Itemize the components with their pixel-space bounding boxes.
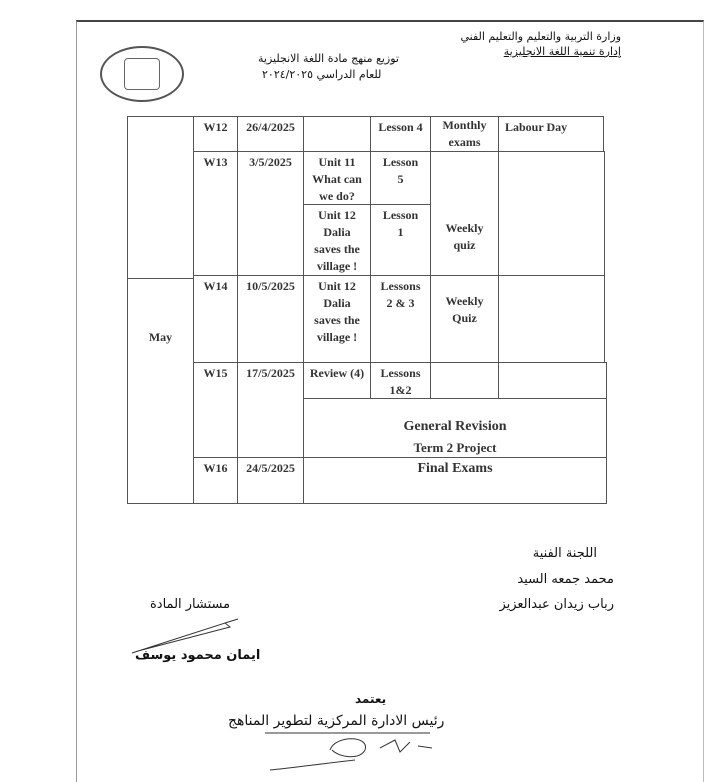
- committee-title: اللجنة الفنية: [532, 546, 597, 561]
- general-revision-cell: [303, 398, 607, 458]
- committee-member-1: محمد جمعه السيد: [517, 572, 614, 587]
- notes-cell: Labour Day: [498, 116, 604, 152]
- unit-cell: [303, 116, 371, 152]
- document-title: توزيع منهج مادة اللغة الانجليزية: [258, 52, 399, 65]
- department-name: إدارة تنمية اللغة الانجليزية: [503, 45, 621, 58]
- lesson-cell: Lessons 2 & 3: [370, 275, 431, 363]
- head-title: رئيس الادارة المركزية لتطوير المناهج: [228, 713, 445, 729]
- committee-member-2: رباب زيدان عبدالعزيز: [499, 597, 614, 612]
- date-cell: 26/4/2025: [237, 116, 304, 152]
- lesson-cell: Lesson 1: [370, 204, 431, 276]
- unit-cell: Unit 12 Dalia saves the village !: [303, 204, 371, 276]
- notes-cell: [498, 275, 605, 363]
- date-cell: 24/5/2025: [237, 457, 304, 504]
- lesson-cell: Lessons 1&2: [370, 362, 431, 399]
- ministry-seal: [100, 46, 184, 102]
- week-cell: W15: [193, 362, 238, 458]
- approve-label: يعتمد: [355, 692, 387, 706]
- unit-cell: Unit 12 Dalia saves the village !: [303, 275, 371, 363]
- unit-cell: Unit 11 What can we do?: [303, 151, 371, 205]
- week-cell: W12: [193, 116, 238, 152]
- advisor-name: ايمان محمود يوسف: [135, 648, 261, 663]
- assessment-cell: Monthly exams: [430, 116, 499, 152]
- date-cell: 3/5/2025: [237, 151, 304, 276]
- academic-year: للعام الدراسي ٢٠٢٤/٢٠٢٥: [262, 68, 382, 81]
- assessment-cell: Weekly Quiz: [430, 275, 499, 363]
- month-cell: [127, 278, 194, 504]
- head-signature: [260, 730, 440, 772]
- week-cell: W13: [193, 151, 238, 276]
- week-cell: W16: [193, 457, 238, 504]
- assessment-cell: [430, 362, 499, 399]
- notes-cell: [498, 362, 607, 399]
- ministry-name: وزارة التربية والتعليم والتعليم الفني: [460, 30, 621, 43]
- general-revision-label: General Revision: [403, 419, 507, 434]
- final-exams-cell: Final Exams: [303, 457, 607, 504]
- term-project-label: Term 2 Project: [413, 440, 497, 455]
- lesson-cell: Lesson 5: [370, 151, 431, 205]
- month-label: May: [148, 330, 173, 344]
- date-cell: 17/5/2025: [237, 362, 304, 458]
- month-cell-empty: [127, 116, 194, 279]
- date-cell: 10/5/2025: [237, 275, 304, 363]
- lesson-cell: Lesson 4: [370, 116, 431, 152]
- assessment-cell: Weekly quiz: [430, 151, 499, 276]
- unit-cell: Review (4): [303, 362, 371, 399]
- advisor-title: مستشار المادة: [150, 597, 231, 612]
- notes-cell: [498, 151, 605, 276]
- week-cell: W14: [193, 275, 238, 363]
